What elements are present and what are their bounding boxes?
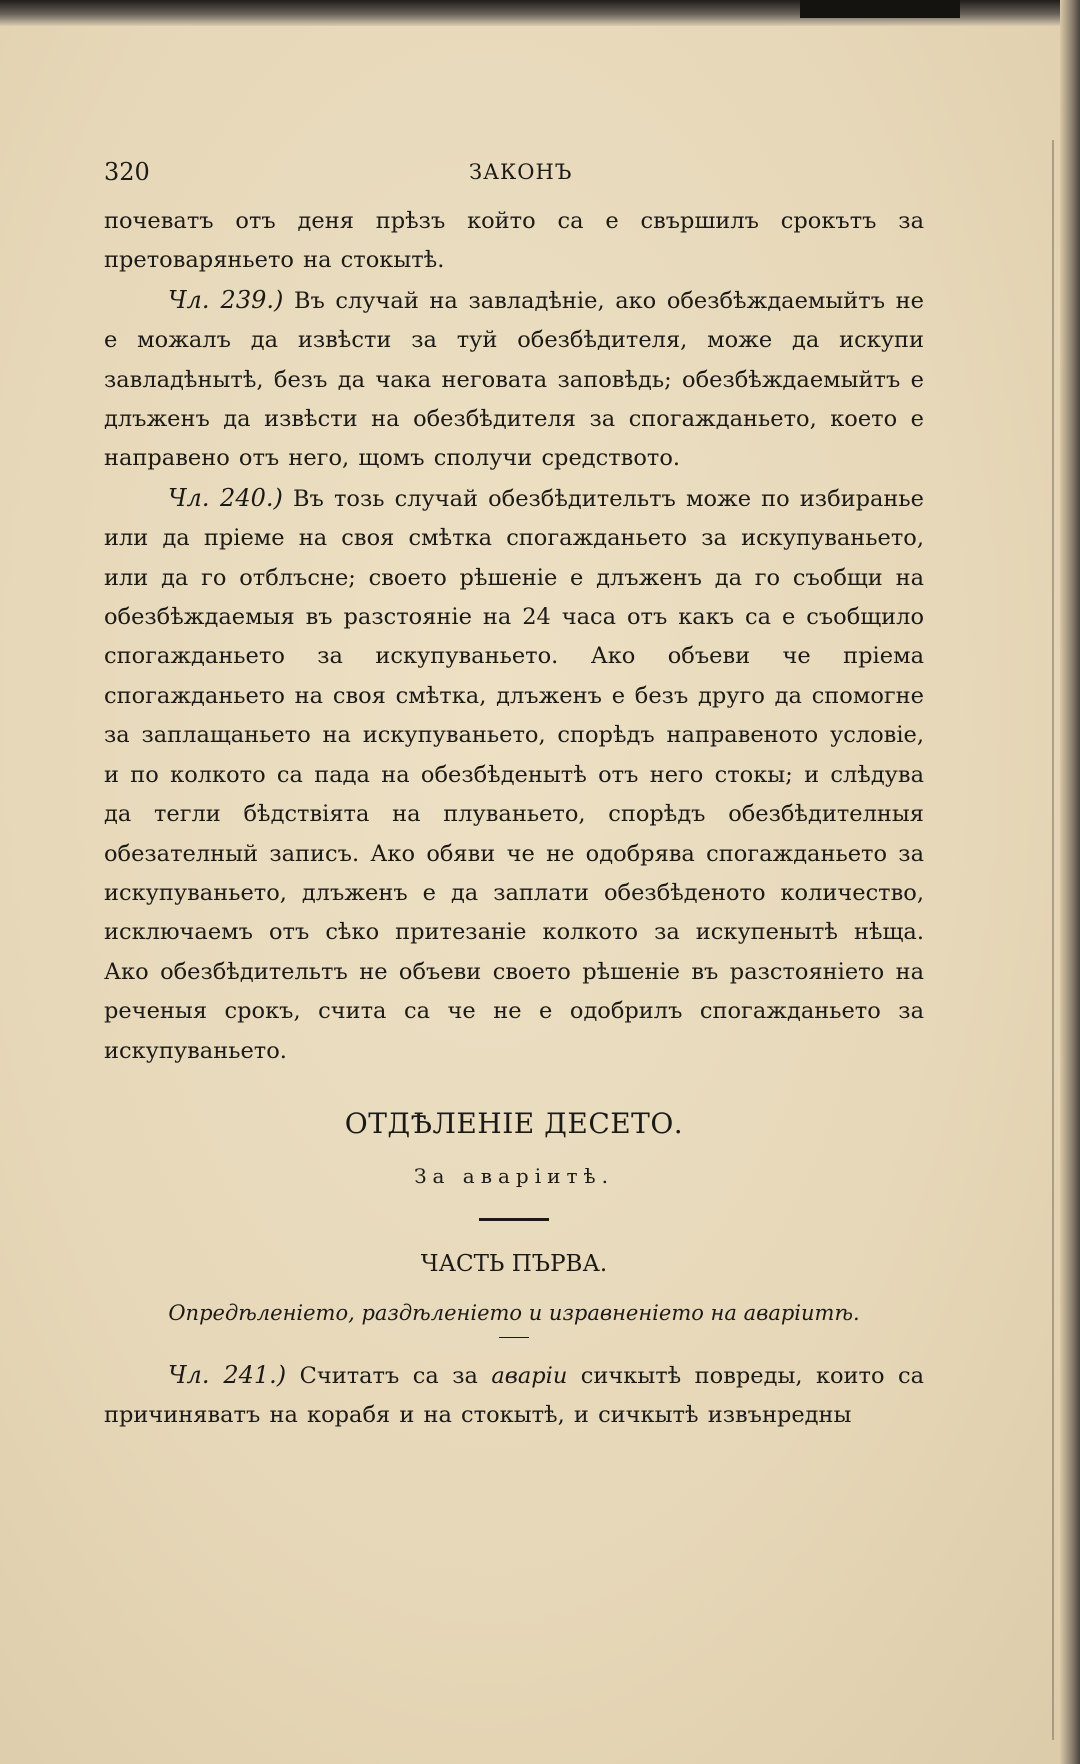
part-title: ЧАСТЬ ПЪРВА. xyxy=(420,1250,608,1277)
page-top-edge xyxy=(0,0,1080,26)
paragraph-article-240 xyxy=(104,479,924,1071)
article-number-240: Чл. 240.) xyxy=(168,483,283,512)
article-number-239: Чл. 239.) xyxy=(168,285,284,314)
paragraph-continuation: почеватъ отъ деня прѣзъ който са е свършилъ срокътъ за претоваряньето на стокытѣ. xyxy=(104,208,924,274)
article-number-241: Чл. 241.) xyxy=(168,1360,287,1389)
page-number: 320 xyxy=(104,158,150,186)
page-header xyxy=(104,150,924,202)
binding-chip xyxy=(800,0,960,18)
part-subtitle: Опредѣленіето, раздѣленіето и изравненіето на аваріитѣ. xyxy=(168,1300,860,1325)
spine-shadow xyxy=(1052,140,1054,1740)
article-241-text-before: Считатъ са за xyxy=(299,1362,478,1389)
article-240-text: Въ тозь случай обезбѣдительтъ може по избиранье или да пріеме на своя смѣтка спогажданьето за искупуваньето, или да го отблъсне; своето рѣшеніе е длъженъ да го съобщи на обезбѣждаемыя въ разстояніе на 24 часа отъ какъ са е съобщило спогажданьето за искупуваньето. Ако объеви че пріема спогажданьето на своя смѣтка, длъженъ е безъ друго да спомогне за заплащаньето на искупуваньето, спорѣдъ направеното условіе, и по колкото са пада на обезбѣденытѣ отъ него стокы; и слѣдува да тегли бѣдствіята на плуваньето, спорѣдъ обезбѣдителныя обезателный записъ. Ако обяви че не одобрява спогажданьето за искупуваньето, длъженъ е да заплати обезбѣденото количество, исключаемъ отъ сѣко притезаніе колкото за искупенытѣ нѣща. Ако обезбѣдительтъ не объеви своето рѣшеніе въ разстояніето на реченыя срокъ, счита са че не е одобрилъ спогажданьето за искупуваньето. xyxy=(104,485,924,1064)
article-241-text-after: сичкытѣ повреды, които са причиняватъ на корабя и на стокытѣ, и сичкытѣ извънредны xyxy=(104,1362,924,1429)
article-241-emphasis: аваріи xyxy=(491,1362,568,1389)
section-divider xyxy=(479,1218,549,1221)
section-subtitle: За аваріитѣ. xyxy=(414,1163,614,1188)
text-block xyxy=(104,150,924,1436)
part-divider xyxy=(499,1337,529,1338)
section-title: ОТДѢЛЕНІЕ ДЕСЕТО. xyxy=(344,1106,684,1140)
paragraph-article-241 xyxy=(104,1356,924,1436)
page-right-edge xyxy=(1060,0,1080,1764)
article-239-text: Въ случай на завладѣніе, ако обезбѣждаемыйтъ не е можалъ да извѣсти за туй обезбѣдителя, може да искупи завладѣнытѣ, безъ да чака неговата заповѣдь; обезбѣждаемыйтъ е длъженъ да извѣсти на обезбѣдителя за спогажданьето, което е направено отъ него, щомъ сполучи средството. xyxy=(104,287,924,472)
running-title: ЗАКОНЪ xyxy=(469,160,573,184)
paragraph-article-239 xyxy=(104,281,924,479)
